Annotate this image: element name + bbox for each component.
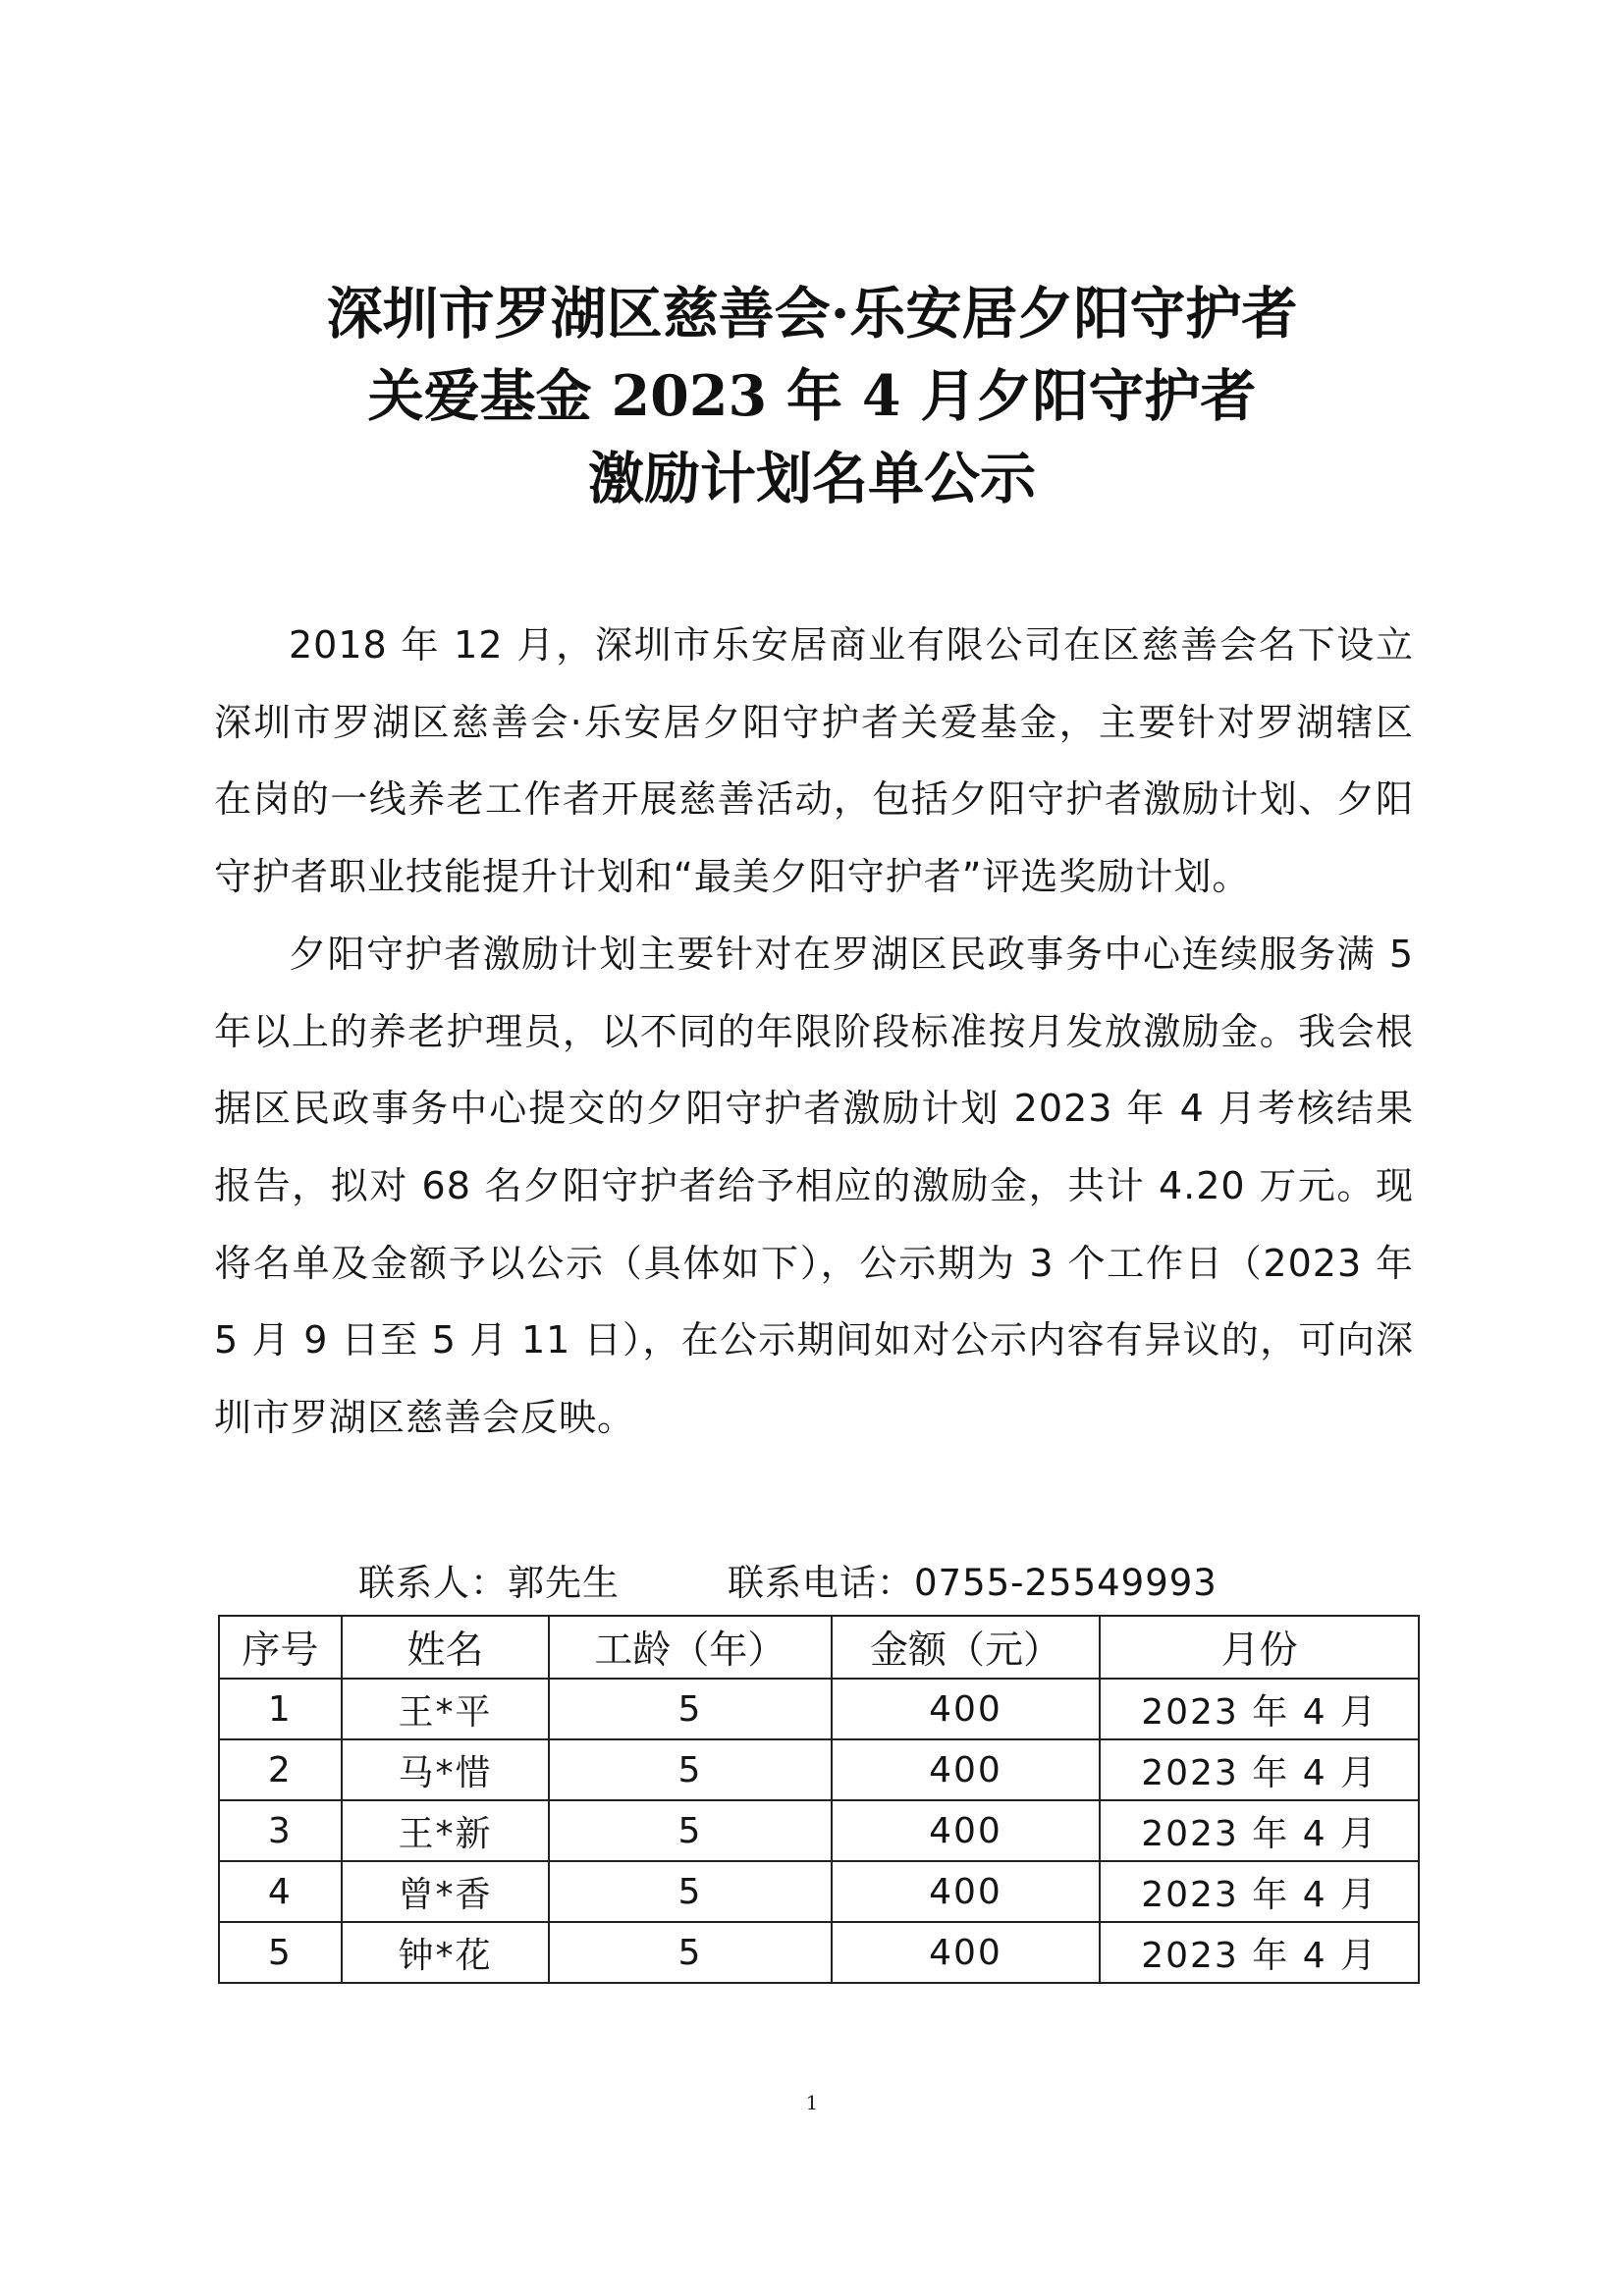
contact-phone-label: 联系电话： xyxy=(728,1562,914,1604)
cell-years: 5 xyxy=(549,1739,831,1800)
cell-month: 2023 年 4 月 xyxy=(1100,1861,1419,1922)
cell-name: 王*新 xyxy=(342,1800,549,1861)
title-line-1: 深圳市罗湖区慈善会·乐安居夕阳守护者 xyxy=(326,281,1298,347)
cell-month: 2023 年 4 月 xyxy=(1100,1679,1419,1739)
recipient-table xyxy=(218,1615,1420,1984)
paragraph-fund-background: 2018 年 12 月，深圳市乐安居商业有限公司在区慈善会名下设立深圳市罗湖区慈善会·乐安居夕阳守护者关爱基金，主要针对罗湖辖区在岗的一线养老工作者开展慈善活动，包括夕阳守护者激励计划、夕阳守护者职业技能提升计划和“最美夕阳守护者”评选奖励计划。 xyxy=(214,623,1414,899)
table-row xyxy=(219,1800,1419,1861)
contact-phone-number: 0755-25549993 xyxy=(914,1562,1218,1604)
header-amount: 金额（元） xyxy=(832,1616,1101,1679)
cell-years: 5 xyxy=(549,1861,831,1922)
cell-amount: 400 xyxy=(832,1861,1101,1922)
header-serial-no: 序号 xyxy=(219,1616,342,1679)
table-header-row xyxy=(219,1616,1419,1679)
cell-amount: 400 xyxy=(832,1739,1101,1800)
paragraph-incentive-plan: 夕阳守护者激励计划主要针对在罗湖区民政事务中心连续服务满 5 年以上的养老护理员，以不同的年限阶段标准按月发放激励金。我会根据区民政事务中心提交的夕阳守护者激励计划 2023 年 4 月考核结果报告，拟对 68 名夕阳守护者给予相应的激励金，共计 4.20 万元。现将名单及金额予以公示（具体如下），公示期为 3 个工作日（2023 年 5 月 9 日至 5 月 11 日），在公示期间如对公示内容有异议的，可向深圳市罗湖区慈善会反映。 xyxy=(214,932,1414,1440)
cell-years: 5 xyxy=(549,1922,831,1983)
table-row xyxy=(219,1861,1419,1922)
cell-name: 马*惜 xyxy=(342,1739,549,1800)
header-month: 月份 xyxy=(1100,1616,1419,1679)
cell-month: 2023 年 4 月 xyxy=(1100,1800,1419,1861)
contact-info xyxy=(358,1556,1438,1611)
cell-serial-no: 2 xyxy=(219,1739,342,1800)
cell-name: 曾*香 xyxy=(342,1861,549,1922)
cell-amount: 400 xyxy=(832,1800,1101,1861)
cell-years: 5 xyxy=(549,1800,831,1861)
header-years-of-service: 工龄（年） xyxy=(549,1616,831,1679)
contact-person-name: 郭先生 xyxy=(508,1562,620,1604)
cell-name: 王*平 xyxy=(342,1679,549,1739)
cell-serial-no: 3 xyxy=(219,1800,342,1861)
cell-month: 2023 年 4 月 xyxy=(1100,1922,1419,1983)
cell-serial-no: 5 xyxy=(219,1922,342,1983)
cell-years: 5 xyxy=(549,1679,831,1739)
table-row xyxy=(219,1679,1419,1739)
table-row xyxy=(219,1739,1419,1800)
document-title xyxy=(0,273,1624,520)
title-line-2: 关爱基金 2023 年 4 月夕阳守护者 xyxy=(367,363,1257,429)
table-row xyxy=(219,1922,1419,1983)
cell-amount: 400 xyxy=(832,1922,1101,1983)
cell-amount: 400 xyxy=(832,1679,1101,1739)
header-name: 姓名 xyxy=(342,1616,549,1679)
cell-serial-no: 1 xyxy=(219,1679,342,1739)
cell-month: 2023 年 4 月 xyxy=(1100,1739,1419,1800)
page-number: 1 xyxy=(805,2091,819,2114)
cell-serial-no: 4 xyxy=(219,1861,342,1922)
title-line-3: 激励计划名单公示 xyxy=(588,446,1036,511)
document-body xyxy=(214,607,1414,1457)
contact-person-label: 联系人： xyxy=(358,1562,508,1604)
cell-name: 钟*花 xyxy=(342,1922,549,1983)
